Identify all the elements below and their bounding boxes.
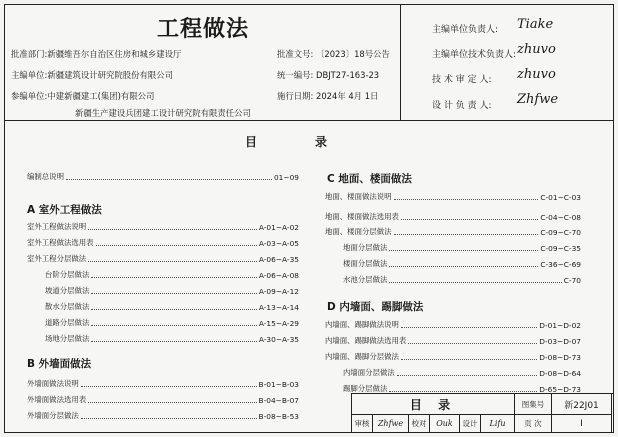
toc-entry-page: C-36~C-69 xyxy=(540,260,581,269)
approval-no xyxy=(277,48,390,60)
section-a-title: A 室外工程做法 xyxy=(27,204,102,216)
sign-row-tech-review xyxy=(432,72,491,85)
section-b-title: B 外墙面做法 xyxy=(27,358,92,370)
toc-entry-label: 坡道分层做法 xyxy=(45,286,90,295)
atlas-number: 新22J01 xyxy=(552,394,612,415)
toc-entry-label: 内墙面、踢脚做法选用表 xyxy=(325,336,407,345)
toc-entry[interactable] xyxy=(45,269,299,280)
approval-no-label: 批准文号: xyxy=(277,49,314,59)
toc-entry-page: A-13~A-14 xyxy=(258,303,299,312)
toc-entry-page: A-06~A-35 xyxy=(258,255,299,264)
participant-value-1: 中建新疆建工(集团)有限公司 xyxy=(47,91,155,101)
header xyxy=(5,5,613,121)
toc-entry[interactable] xyxy=(325,211,581,222)
toc-entry-page: A-30~A-35 xyxy=(258,335,299,344)
toc-entry[interactable] xyxy=(27,410,299,421)
header-info xyxy=(5,5,401,121)
sign-role: 技 术 审 定 人: xyxy=(432,75,492,85)
toc-entry-page: C-70 xyxy=(563,276,581,285)
atlas-label: 图集号 xyxy=(515,394,552,415)
toc-entry-label: 内墙面、踢脚做法说明 xyxy=(325,320,399,329)
toc-entry[interactable] xyxy=(45,317,299,328)
toc-entry-page: C-09~C-70 xyxy=(540,228,581,237)
approval-dept-label: 批准部门: xyxy=(11,49,48,59)
toc-entry[interactable] xyxy=(27,221,299,232)
toc-entry-label: 地面、楼面分层做法 xyxy=(325,227,392,236)
toc-entry-label: 楼面分层做法 xyxy=(343,259,388,268)
unified-no xyxy=(277,69,379,81)
toc-entry-page: D-08~D-64 xyxy=(539,369,581,378)
design-label: 设计 xyxy=(460,415,481,433)
toc-entry-label: 散水分层做法 xyxy=(45,302,90,311)
approval-dept xyxy=(11,48,181,60)
sign-row-design-chief xyxy=(432,98,491,111)
signature-design-chief: Zhfwe xyxy=(517,92,559,107)
editor-value: 新疆建筑设计研究院股份有限公司 xyxy=(47,70,173,80)
toc-entry-page: D-03~D-07 xyxy=(539,337,581,346)
document-title: 工程做法 xyxy=(156,17,249,42)
contents-title-2: 录 xyxy=(315,135,330,149)
signature-tech-chief: zhuvo xyxy=(517,42,556,57)
signature-tech-review: zhuvo xyxy=(517,67,556,82)
participant-label: 参编单位: xyxy=(11,91,48,101)
editor-unit xyxy=(11,69,173,81)
review-signature: Zhfwe xyxy=(373,415,409,433)
toc-entry-page: A-15~A-29 xyxy=(258,319,299,328)
toc-entry[interactable] xyxy=(27,253,299,264)
toc-entry-label: 外墙面做法选用表 xyxy=(27,395,87,404)
toc-entry[interactable] xyxy=(27,394,299,405)
toc-entry-label: 外墙面做法说明 xyxy=(27,379,79,388)
toc-entry-page: A-09~A-12 xyxy=(258,287,299,296)
signature-panel xyxy=(402,5,613,121)
toc-entry-page: B-01~B-03 xyxy=(258,380,299,389)
toc-entry[interactable] xyxy=(343,274,581,285)
toc-entry-page: A-06~A-08 xyxy=(258,271,299,280)
toc-entry-page: B-08~B-53 xyxy=(258,412,299,421)
toc-entry-page: C-04~C-08 xyxy=(540,213,581,222)
toc-entry-general[interactable] xyxy=(27,171,299,182)
toc-entry[interactable] xyxy=(325,226,581,237)
sign-role: 设 计 负 责 人: xyxy=(432,101,492,111)
toc-entry-label: 外墙面分层做法 xyxy=(27,411,79,420)
unified-no-label: 统一编号: xyxy=(277,70,314,80)
toc-entry[interactable] xyxy=(27,378,299,389)
participant-value-2: 新疆生产建设兵团建工设计研究院有限责任公司 xyxy=(75,108,251,118)
sign-row-tech-chief xyxy=(432,47,516,60)
design-signature: Lifu xyxy=(481,415,515,433)
check-signature: Ouk xyxy=(430,415,460,433)
impl-date xyxy=(277,90,378,102)
toc-entry-label: 地面、楼面做法选用表 xyxy=(325,212,399,221)
toc-entry-label: 水池分层做法 xyxy=(343,275,388,284)
toc-entry[interactable] xyxy=(325,351,581,362)
toc-entry-label: 编制总说明 xyxy=(27,172,64,181)
toc-entry[interactable] xyxy=(27,237,299,248)
toc-entry-page: A-03~A-05 xyxy=(258,239,299,248)
toc-entry-page: B-04~B-07 xyxy=(258,396,299,405)
check-label: 校对 xyxy=(409,415,430,433)
impl-date-label: 施行日期: xyxy=(277,91,314,101)
toc-entry-label: 道路分层做法 xyxy=(45,318,90,327)
toc-entry-label: 室外工程做法选用表 xyxy=(27,238,94,247)
contents-title-1: 目 xyxy=(245,135,260,149)
toc-entry-page: 01~09 xyxy=(273,173,299,182)
title-block-name: 目 录 xyxy=(352,394,515,415)
toc-entry[interactable] xyxy=(343,367,581,378)
approval-no-value: 〔2023〕18号公告 xyxy=(316,49,390,59)
signature-chief-editor: Tiake xyxy=(517,17,554,32)
review-label: 审核 xyxy=(352,415,373,433)
impl-date-value: 2024年 4月 1日 xyxy=(316,91,379,101)
unified-no-value: DBJT27-163-23 xyxy=(316,70,380,80)
drawing-sheet xyxy=(4,4,614,433)
toc-entry[interactable] xyxy=(343,242,581,253)
toc-entry-label: 内墙面分层做法 xyxy=(343,368,395,377)
toc-entry[interactable] xyxy=(343,258,581,269)
toc-entry-label: 内墙面、踢脚分层做法 xyxy=(325,352,399,361)
sign-role: 主编单位负责人: xyxy=(432,25,499,35)
toc-entry-page: A-01~A-02 xyxy=(258,223,299,232)
approval-dept-value: 新疆维吾尔自治区住房和城乡建设厅 xyxy=(47,49,182,59)
sign-role: 主编单位技术负责人: xyxy=(432,50,517,60)
contents-title xyxy=(245,133,329,150)
toc-entry-label: 地面分层做法 xyxy=(343,243,388,252)
toc-entry-label: 踢脚分层做法 xyxy=(343,384,388,393)
toc-entry-page: D-08~D-73 xyxy=(539,353,581,362)
section-c-title: C 地面、楼面做法 xyxy=(327,173,412,185)
toc-entry-page: D-01~D-02 xyxy=(539,321,581,330)
toc-entry[interactable] xyxy=(45,285,299,296)
section-d-title: D 内墙面、踢脚做法 xyxy=(327,301,424,313)
toc-entry-label: 室外工程做法说明 xyxy=(27,222,87,231)
toc-entry-page: C-09~C-35 xyxy=(540,244,581,253)
toc-entry-label: 地面、楼面做法说明 xyxy=(325,192,392,201)
editor-label: 主编单位: xyxy=(11,70,48,80)
toc-entry-page: C-01~C-03 xyxy=(540,193,581,202)
toc-entry-label: 室外工程分层做法 xyxy=(27,254,87,263)
toc-entry-page: D-65~D-73 xyxy=(539,385,581,394)
toc-entry[interactable] xyxy=(45,301,299,312)
title-block xyxy=(351,393,613,433)
page-label: 页 次 xyxy=(515,415,552,433)
toc-entry[interactable] xyxy=(325,335,581,346)
page-number: I xyxy=(552,415,612,433)
participant-unit xyxy=(11,90,154,102)
toc-entry[interactable] xyxy=(45,333,299,344)
toc-entry-label: 场地分层做法 xyxy=(45,334,90,343)
toc-entry-label: 台阶分层做法 xyxy=(45,270,90,279)
toc-entry[interactable] xyxy=(325,319,581,330)
sign-row-chief-editor xyxy=(432,22,498,35)
toc-entry[interactable] xyxy=(325,191,581,202)
